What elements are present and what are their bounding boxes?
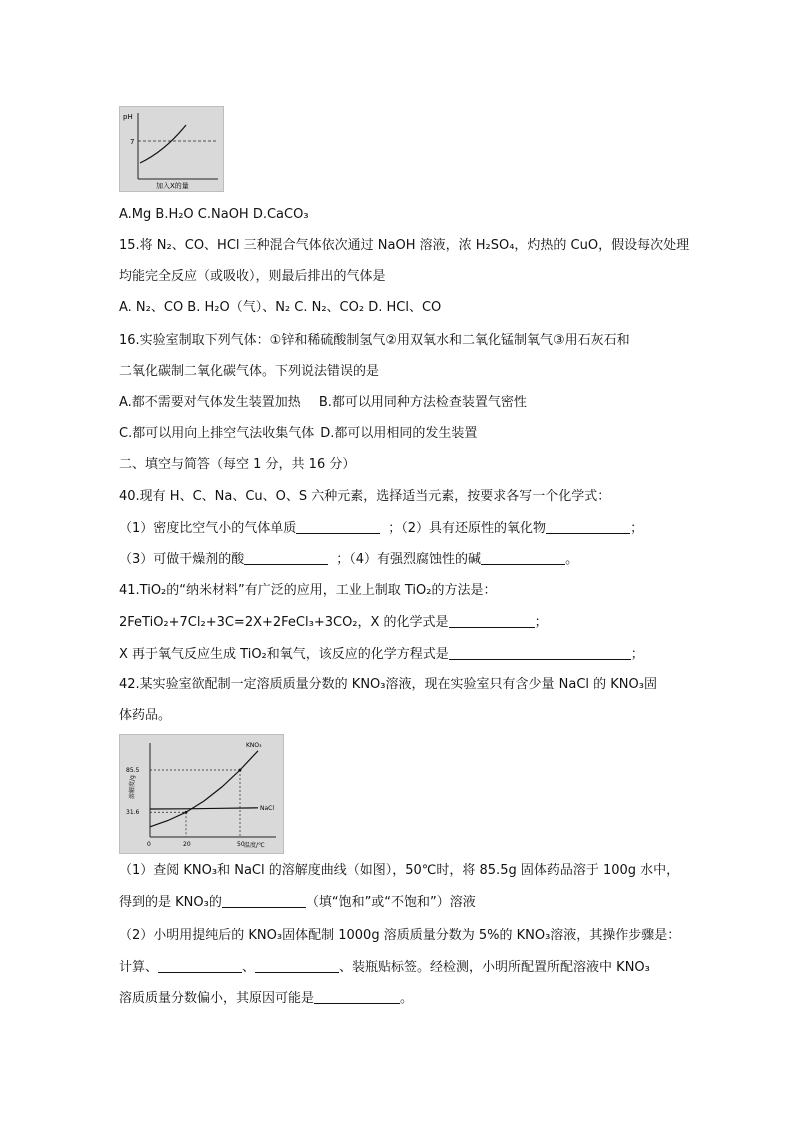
q41-blank-1[interactable]: [449, 613, 535, 628]
q15-line1: 15.将 N₂、CO、HCl 三种混合气体依次通过 NaOH 溶液，浓 H₂SO₄，灼热的 CuO，假设每次处理: [119, 238, 690, 253]
q41-stem: 41.TiO₂的“纳米材料”有广泛的应用，工业上制取 TiO₂的方法是：: [119, 583, 497, 598]
q16-option-c: C.都可以用向上排空气法收集气体: [119, 426, 315, 441]
q41-semicolon-2: ；: [630, 647, 644, 662]
y-tick-label-2: 85.5: [126, 767, 140, 775]
q41-equation-row: [119, 613, 548, 632]
q42-p2-mid: 、: [242, 960, 256, 975]
q16-options-cd: [119, 425, 477, 443]
q40-blank-2[interactable]: [546, 519, 630, 534]
q16-options-ab: [119, 394, 527, 412]
q40-part4: ；（4）有强烈腐蚀性的碱: [336, 552, 482, 567]
q42-p1-pre: 得到的是 KNO₃的: [119, 895, 222, 910]
x-tick-label-1: 0: [147, 841, 151, 848]
q42-p2-line1: （2）小明用提纯后的 KNO₃固体配制 1000g 溶质质量分数为 5%的 KNO₃溶液，其操作步骤是：: [119, 928, 681, 943]
ph-curve: [140, 125, 186, 163]
series-line-1: [150, 751, 258, 827]
series-line-2: [150, 808, 258, 809]
q42-p1-post: （填“饱和”或“不饱和”）溶液: [305, 895, 476, 910]
q42-p2-post: 、装瓶贴标签。经检测，小明所配置所配溶液中 KNO₃: [339, 960, 650, 975]
y-tick-label-1: 31.6: [126, 809, 140, 817]
q14-options: A.Mg B.H₂O C.NaOH D.CaCO₃: [119, 207, 309, 222]
q42-p2-line2: [119, 958, 650, 977]
q40-blank-1[interactable]: [296, 519, 380, 534]
q42-blank-1[interactable]: [222, 893, 306, 908]
q16-option-d: D.都可以用相同的发生装置: [320, 426, 478, 441]
q40-semicolon: ；: [630, 521, 644, 536]
q41-line3: X 再于氧气反应生成 TiO₂和氧气，该反应的化学方程式是: [119, 647, 449, 662]
q40-period: 。: [565, 552, 579, 567]
q40-blank-4[interactable]: [481, 550, 565, 565]
series-label-2: NaCl: [260, 804, 275, 812]
q40-stem: 40.现有 H、C、Na、Cu、O、S 六种元素，选择适当元素，按要求各写一个化学式：: [119, 489, 611, 504]
series-label-1: KNO₃: [246, 742, 262, 749]
x-tick-label-3: 50: [237, 841, 245, 848]
q15-line2: 均能完全反应（或吸收），则最后排出的气体是: [119, 269, 386, 284]
ph-7-tick: 7: [130, 138, 135, 146]
q16-line1: 16.实验室制取下列气体：①锌和稀硫酸制氢气②用双氧水和二氧化锰制氧气③用石灰石和: [119, 333, 630, 348]
q40-row1: [119, 519, 643, 538]
q42-line1: 42.某实验室欲配制一定溶质质量分数的 KNO₃溶液，现在实验室只有含少量 NaCl 的 KNO₃固: [119, 677, 657, 692]
ph-graph: [120, 107, 223, 191]
q42-blank-4[interactable]: [314, 989, 400, 1004]
q16-line2: 二氧化碳制二氧化碳气体。下列说法错误的是: [119, 364, 380, 379]
q42-blank-3[interactable]: [255, 958, 339, 973]
q42-p2-reason: 溶质质量分数偏小，其原因可能是: [119, 991, 315, 1006]
q40-blank-3[interactable]: [244, 550, 328, 565]
q16-option-a: A.都不需要对气体发生装置加热: [119, 395, 301, 410]
q40-part3: （3）可做干燥剂的酸: [119, 552, 245, 567]
ph-x-label: 加入X的量: [156, 182, 189, 190]
q40-part1: （1）密度比空气小的气体单质: [119, 521, 297, 536]
section-2-heading: 二、填空与简答（每空 1 分，共 16 分）: [119, 457, 356, 472]
solubility-chart-figure: [119, 734, 284, 854]
q42-p1-line2: [119, 893, 476, 912]
q16-option-b: B.都可以用同种方法检查装置气密性: [318, 395, 527, 410]
q40-row2: [119, 550, 578, 569]
q41-blank-2[interactable]: [449, 645, 631, 660]
ph-y-label: pH: [123, 113, 133, 121]
q42-p2-line3: [119, 989, 413, 1008]
solubility-chart: [120, 735, 283, 853]
q41-equation: 2FeTiO₂+7Cl₂+3C=2X+2FeCl₃+3CO₂，X 的化学式是: [119, 615, 449, 630]
q42-period: 。: [400, 991, 414, 1006]
q40-part2: ；（2）具有还原性的氧化物: [388, 521, 547, 536]
q42-p2-pre: 计算、: [119, 960, 159, 975]
q41-row3: [119, 645, 644, 664]
x-axis-label: 温度/℃: [244, 842, 265, 849]
y-axis-label: 溶解度/g: [129, 775, 136, 799]
q15-options: A. N₂、CO B. H₂O（气）、N₂ C. N₂、CO₂ D. HCl、CO: [119, 300, 442, 315]
q42-blank-2[interactable]: [158, 958, 242, 973]
ph-graph-figure: [119, 106, 224, 192]
x-tick-label-2: 20: [183, 841, 191, 848]
q41-semicolon-1: ；: [534, 615, 548, 630]
q42-p1-line1: （1）查阅 KNO₃和 NaCl 的溶解度曲线（如图），50℃时，将 85.5g 固体药品溶于 100g 水中，: [119, 863, 680, 878]
q42-line2: 体药品。: [119, 708, 172, 723]
